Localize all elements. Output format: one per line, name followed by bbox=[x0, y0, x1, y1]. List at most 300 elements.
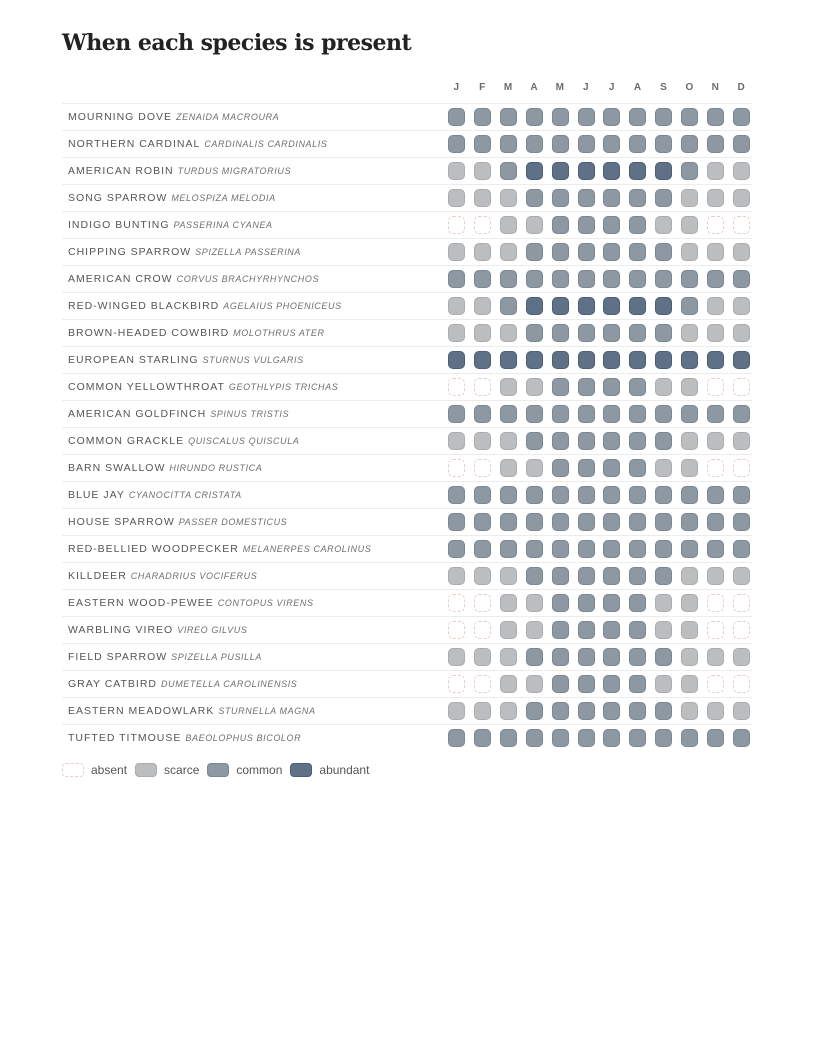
species-scientific-name: DUMETELLA CAROLINENSIS bbox=[161, 679, 298, 689]
presence-cell bbox=[448, 324, 465, 342]
species-row bbox=[62, 670, 752, 697]
species-row bbox=[62, 130, 752, 157]
species-scientific-name: MELOSPIZA MELODIA bbox=[171, 193, 276, 203]
presence-cell bbox=[681, 486, 698, 504]
legend-item bbox=[62, 763, 127, 777]
presence-cell bbox=[707, 567, 724, 585]
presence-cell bbox=[474, 594, 491, 612]
species-row bbox=[62, 292, 752, 319]
presence-cell bbox=[655, 135, 672, 153]
presence-cell bbox=[603, 189, 620, 207]
species-row bbox=[62, 562, 752, 589]
legend-swatch bbox=[290, 763, 312, 777]
presence-cell bbox=[681, 594, 698, 612]
presence-cell bbox=[707, 729, 724, 747]
presence-cell bbox=[578, 729, 595, 747]
presence-cell bbox=[526, 270, 543, 288]
presence-cell bbox=[552, 459, 569, 477]
presence-cell bbox=[707, 405, 724, 423]
month-label: M bbox=[555, 82, 565, 93]
species-common-name: GRAY CATBIRD bbox=[68, 678, 158, 690]
legend-label: abundant bbox=[319, 763, 370, 777]
presence-cell bbox=[552, 405, 569, 423]
presence-cell bbox=[707, 378, 724, 396]
presence-cell bbox=[733, 324, 750, 342]
presence-cell bbox=[603, 594, 620, 612]
presence-cell bbox=[629, 216, 646, 234]
presence-cell bbox=[526, 675, 543, 693]
legend bbox=[62, 763, 377, 777]
presence-cell bbox=[552, 513, 569, 531]
presence-cell bbox=[629, 270, 646, 288]
presence-cell bbox=[552, 729, 569, 747]
species-common-name: EUROPEAN STARLING bbox=[68, 354, 199, 366]
presence-cell bbox=[552, 297, 569, 315]
presence-cell bbox=[474, 675, 491, 693]
presence-cell bbox=[474, 162, 491, 180]
presence-cell bbox=[448, 162, 465, 180]
presence-cell bbox=[448, 135, 465, 153]
presence-cell bbox=[448, 567, 465, 585]
species-row bbox=[62, 319, 752, 346]
presence-cell bbox=[500, 108, 517, 126]
presence-cell bbox=[526, 702, 543, 720]
presence-cell bbox=[629, 513, 646, 531]
presence-cell bbox=[629, 702, 646, 720]
presence-cell bbox=[655, 324, 672, 342]
presence-cell bbox=[474, 567, 491, 585]
presence-cell bbox=[526, 594, 543, 612]
presence-cell bbox=[500, 378, 517, 396]
presence-cell bbox=[681, 378, 698, 396]
presence-cell bbox=[578, 324, 595, 342]
presence-cell bbox=[474, 702, 491, 720]
species-scientific-name: GEOTHLYPIS TRICHAS bbox=[228, 382, 339, 392]
presence-cell bbox=[578, 162, 595, 180]
presence-cell bbox=[578, 432, 595, 450]
presence-cell bbox=[629, 189, 646, 207]
presence-cell bbox=[448, 675, 465, 693]
presence-cell bbox=[603, 216, 620, 234]
legend-item bbox=[207, 763, 282, 777]
chart-title: When each species is present bbox=[62, 30, 412, 56]
species-common-name: RED-BELLIED WOODPECKER bbox=[68, 543, 239, 555]
presence-cell bbox=[733, 513, 750, 531]
species-label bbox=[68, 597, 314, 609]
presence-cell bbox=[733, 189, 750, 207]
presence-cell bbox=[578, 270, 595, 288]
presence-cell bbox=[629, 648, 646, 666]
species-label bbox=[68, 678, 297, 690]
species-row bbox=[62, 265, 752, 292]
species-common-name: MOURNING DOVE bbox=[68, 111, 173, 123]
presence-cell bbox=[733, 297, 750, 315]
species-scientific-name: VIREO GILVUS bbox=[177, 625, 248, 635]
presence-cell bbox=[655, 270, 672, 288]
species-scientific-name: CORVUS BRACHYRHYNCHOS bbox=[176, 274, 320, 284]
presence-cell bbox=[500, 351, 517, 369]
presence-cell bbox=[733, 378, 750, 396]
presence-cell bbox=[629, 540, 646, 558]
presence-cell bbox=[655, 567, 672, 585]
presence-cell bbox=[500, 216, 517, 234]
presence-cell bbox=[526, 162, 543, 180]
species-common-name: EASTERN MEADOWLARK bbox=[68, 705, 215, 717]
presence-cell bbox=[474, 486, 491, 504]
presence-cell bbox=[552, 378, 569, 396]
species-scientific-name: SPINUS TRISTIS bbox=[210, 409, 290, 419]
presence-cell bbox=[474, 540, 491, 558]
presence-cell bbox=[526, 189, 543, 207]
presence-cell bbox=[681, 702, 698, 720]
presence-cell bbox=[707, 675, 724, 693]
presence-cell bbox=[733, 243, 750, 261]
species-common-name: BLUE JAY bbox=[68, 489, 125, 501]
presence-cell bbox=[474, 324, 491, 342]
species-label bbox=[68, 111, 279, 123]
presence-cell bbox=[681, 621, 698, 639]
presence-cell bbox=[655, 378, 672, 396]
presence-cell bbox=[552, 243, 569, 261]
presence-cell bbox=[474, 297, 491, 315]
presence-cell bbox=[707, 540, 724, 558]
presence-cell bbox=[578, 297, 595, 315]
presence-cell bbox=[629, 405, 646, 423]
presence-cell bbox=[526, 243, 543, 261]
species-label bbox=[68, 165, 291, 177]
presence-cell bbox=[629, 432, 646, 450]
presence-cell bbox=[500, 243, 517, 261]
presence-cell bbox=[655, 729, 672, 747]
presence-cell bbox=[603, 729, 620, 747]
species-common-name: AMERICAN CROW bbox=[68, 273, 173, 285]
species-label bbox=[68, 408, 289, 420]
presence-cell bbox=[578, 621, 595, 639]
presence-cell bbox=[552, 270, 569, 288]
presence-cell bbox=[500, 513, 517, 531]
presence-cell bbox=[526, 432, 543, 450]
presence-cell bbox=[603, 135, 620, 153]
presence-cell bbox=[552, 324, 569, 342]
presence-cell bbox=[526, 378, 543, 396]
presence-cell bbox=[526, 540, 543, 558]
presence-cell bbox=[655, 243, 672, 261]
month-label: N bbox=[711, 82, 720, 93]
presence-cell bbox=[448, 243, 465, 261]
presence-cell bbox=[500, 567, 517, 585]
presence-cell bbox=[500, 135, 517, 153]
presence-cell bbox=[526, 513, 543, 531]
presence-cell bbox=[578, 351, 595, 369]
presence-cell bbox=[500, 729, 517, 747]
presence-cell bbox=[655, 621, 672, 639]
presence-cell bbox=[733, 432, 750, 450]
presence-cell bbox=[733, 135, 750, 153]
species-common-name: AMERICAN ROBIN bbox=[68, 165, 174, 177]
presence-cell bbox=[707, 648, 724, 666]
presence-cell bbox=[526, 108, 543, 126]
presence-cell bbox=[448, 459, 465, 477]
presence-cell bbox=[733, 270, 750, 288]
presence-cell bbox=[681, 567, 698, 585]
presence-cell bbox=[629, 108, 646, 126]
presence-cell bbox=[552, 432, 569, 450]
species-label bbox=[68, 516, 287, 528]
species-label bbox=[68, 246, 301, 258]
presence-cell bbox=[448, 216, 465, 234]
presence-cell bbox=[707, 270, 724, 288]
presence-cell bbox=[655, 594, 672, 612]
presence-cell bbox=[578, 540, 595, 558]
presence-cell bbox=[707, 108, 724, 126]
species-row bbox=[62, 454, 752, 481]
presence-cell bbox=[707, 135, 724, 153]
presence-cell bbox=[448, 621, 465, 639]
presence-cell bbox=[552, 567, 569, 585]
presence-cell bbox=[578, 594, 595, 612]
species-scientific-name: QUISCALUS QUISCULA bbox=[188, 436, 300, 446]
species-row bbox=[62, 535, 752, 562]
presence-cell bbox=[707, 513, 724, 531]
presence-cell bbox=[448, 432, 465, 450]
species-label bbox=[68, 327, 325, 339]
presence-cell bbox=[552, 108, 569, 126]
presence-cell bbox=[552, 486, 569, 504]
species-rows bbox=[62, 103, 752, 751]
presence-cell bbox=[733, 729, 750, 747]
presence-cell bbox=[681, 216, 698, 234]
presence-cell bbox=[707, 189, 724, 207]
presence-cell bbox=[500, 189, 517, 207]
presence-cell bbox=[448, 108, 465, 126]
presence-cell bbox=[629, 729, 646, 747]
presence-cell bbox=[733, 486, 750, 504]
presence-cell bbox=[474, 729, 491, 747]
presence-cell bbox=[707, 351, 724, 369]
species-label bbox=[68, 192, 276, 204]
presence-cell bbox=[526, 621, 543, 639]
presence-cell bbox=[578, 135, 595, 153]
species-label bbox=[68, 300, 342, 312]
species-row bbox=[62, 481, 752, 508]
month-label: F bbox=[479, 82, 486, 93]
presence-cell bbox=[500, 324, 517, 342]
presence-cell bbox=[578, 378, 595, 396]
presence-cell bbox=[681, 540, 698, 558]
presence-cell bbox=[655, 675, 672, 693]
species-label bbox=[68, 732, 301, 744]
species-row bbox=[62, 697, 752, 724]
presence-cell bbox=[578, 108, 595, 126]
presence-cell bbox=[474, 432, 491, 450]
presence-cell bbox=[655, 486, 672, 504]
presence-cell bbox=[603, 243, 620, 261]
species-common-name: TUFTED TITMOUSE bbox=[68, 732, 182, 744]
presence-cell bbox=[500, 459, 517, 477]
species-label bbox=[68, 489, 242, 501]
presence-cell bbox=[603, 648, 620, 666]
presence-cell bbox=[655, 216, 672, 234]
presence-cell bbox=[629, 162, 646, 180]
species-label bbox=[68, 138, 327, 150]
presence-cell bbox=[681, 513, 698, 531]
legend-label: absent bbox=[91, 763, 128, 777]
presence-cell bbox=[655, 513, 672, 531]
presence-cell bbox=[655, 351, 672, 369]
species-label bbox=[68, 543, 371, 555]
presence-cell bbox=[526, 216, 543, 234]
presence-cell bbox=[603, 621, 620, 639]
presence-cell bbox=[578, 702, 595, 720]
species-row bbox=[62, 616, 752, 643]
legend-swatch bbox=[207, 763, 229, 777]
presence-cell bbox=[655, 297, 672, 315]
presence-cell bbox=[629, 324, 646, 342]
presence-cell bbox=[733, 216, 750, 234]
presence-cell bbox=[733, 108, 750, 126]
presence-cell bbox=[474, 621, 491, 639]
presence-cell bbox=[655, 108, 672, 126]
presence-cell bbox=[629, 297, 646, 315]
presence-cell bbox=[603, 270, 620, 288]
presence-cell bbox=[500, 594, 517, 612]
presence-cell bbox=[707, 621, 724, 639]
presence-cell bbox=[500, 270, 517, 288]
presence-cell bbox=[681, 135, 698, 153]
presence-cell bbox=[474, 648, 491, 666]
species-scientific-name: SPIZELLA PUSILLA bbox=[171, 652, 262, 662]
presence-cell bbox=[526, 486, 543, 504]
presence-cell bbox=[474, 270, 491, 288]
presence-cell bbox=[448, 351, 465, 369]
presence-cell bbox=[552, 621, 569, 639]
species-scientific-name: MELANERPES CAROLINUS bbox=[242, 544, 372, 554]
presence-cell bbox=[448, 513, 465, 531]
species-scientific-name: CONTOPUS VIRENS bbox=[217, 598, 314, 608]
presence-cell bbox=[552, 675, 569, 693]
presence-cell bbox=[448, 189, 465, 207]
species-common-name: WARBLING VIREO bbox=[68, 624, 174, 636]
presence-cell bbox=[603, 162, 620, 180]
presence-cell bbox=[552, 540, 569, 558]
presence-cell bbox=[629, 459, 646, 477]
presence-cell bbox=[500, 405, 517, 423]
presence-cell bbox=[474, 189, 491, 207]
presence-cell bbox=[733, 621, 750, 639]
presence-cell bbox=[448, 486, 465, 504]
species-common-name: HOUSE SPARROW bbox=[68, 516, 175, 528]
presence-cell bbox=[578, 648, 595, 666]
presence-cell bbox=[655, 162, 672, 180]
presence-cell bbox=[552, 162, 569, 180]
presence-cell bbox=[629, 621, 646, 639]
presence-cell bbox=[448, 297, 465, 315]
presence-cell bbox=[655, 459, 672, 477]
presence-cell bbox=[603, 432, 620, 450]
presence-cell bbox=[500, 540, 517, 558]
presence-cell bbox=[603, 108, 620, 126]
month-label: A bbox=[633, 82, 642, 93]
presence-cell bbox=[552, 648, 569, 666]
presence-cell bbox=[603, 405, 620, 423]
presence-cell bbox=[578, 675, 595, 693]
species-row bbox=[62, 643, 752, 670]
presence-cell bbox=[707, 702, 724, 720]
presence-cell bbox=[474, 513, 491, 531]
species-label bbox=[68, 219, 273, 231]
presence-cell bbox=[655, 189, 672, 207]
presence-cell bbox=[681, 729, 698, 747]
presence-cell bbox=[655, 702, 672, 720]
presence-cell bbox=[526, 459, 543, 477]
presence-cell bbox=[578, 486, 595, 504]
species-row bbox=[62, 103, 752, 130]
presence-cell bbox=[733, 675, 750, 693]
presence-cell bbox=[681, 324, 698, 342]
species-common-name: BARN SWALLOW bbox=[68, 462, 166, 474]
presence-cell bbox=[681, 297, 698, 315]
presence-cell bbox=[448, 378, 465, 396]
species-scientific-name: CYANOCITTA CRISTATA bbox=[128, 490, 242, 500]
presence-cell bbox=[629, 351, 646, 369]
presence-cell bbox=[733, 567, 750, 585]
species-scientific-name: ZENAIDA MACROURA bbox=[176, 112, 280, 122]
legend-item bbox=[135, 763, 199, 777]
presence-cell bbox=[733, 540, 750, 558]
species-scientific-name: STURNELLA MAGNA bbox=[218, 706, 316, 716]
month-label: J bbox=[608, 82, 615, 93]
presence-cell bbox=[552, 594, 569, 612]
presence-cell bbox=[474, 351, 491, 369]
species-row bbox=[62, 346, 752, 373]
species-common-name: AMERICAN GOLDFINCH bbox=[68, 408, 207, 420]
presence-cell bbox=[578, 189, 595, 207]
presence-cell bbox=[707, 324, 724, 342]
species-scientific-name: MOLOTHRUS ATER bbox=[233, 328, 325, 338]
presence-cell bbox=[603, 702, 620, 720]
species-label bbox=[68, 705, 316, 717]
species-row bbox=[62, 373, 752, 400]
species-row bbox=[62, 184, 752, 211]
presence-cell bbox=[603, 567, 620, 585]
presence-cell bbox=[655, 648, 672, 666]
presence-cell bbox=[681, 108, 698, 126]
presence-cell bbox=[448, 405, 465, 423]
species-common-name: BROWN-HEADED COWBIRD bbox=[68, 327, 230, 339]
presence-cell bbox=[707, 162, 724, 180]
presence-cell bbox=[474, 135, 491, 153]
presence-cell bbox=[448, 540, 465, 558]
presence-cell bbox=[681, 405, 698, 423]
presence-cell bbox=[733, 162, 750, 180]
species-row bbox=[62, 589, 752, 616]
presence-cell bbox=[526, 567, 543, 585]
presence-cell bbox=[500, 702, 517, 720]
presence-cell bbox=[500, 648, 517, 666]
presence-cell bbox=[655, 405, 672, 423]
presence-cell bbox=[707, 297, 724, 315]
presence-cell bbox=[681, 189, 698, 207]
presence-cell bbox=[681, 243, 698, 261]
legend-swatch bbox=[62, 763, 84, 777]
legend-label: scarce bbox=[164, 763, 200, 777]
species-row bbox=[62, 427, 752, 454]
species-common-name: INDIGO BUNTING bbox=[68, 219, 170, 231]
month-label: D bbox=[737, 82, 746, 93]
species-common-name: SONG SPARROW bbox=[68, 192, 168, 204]
presence-cell bbox=[474, 459, 491, 477]
species-scientific-name: HIRUNDO RUSTICA bbox=[169, 463, 263, 473]
